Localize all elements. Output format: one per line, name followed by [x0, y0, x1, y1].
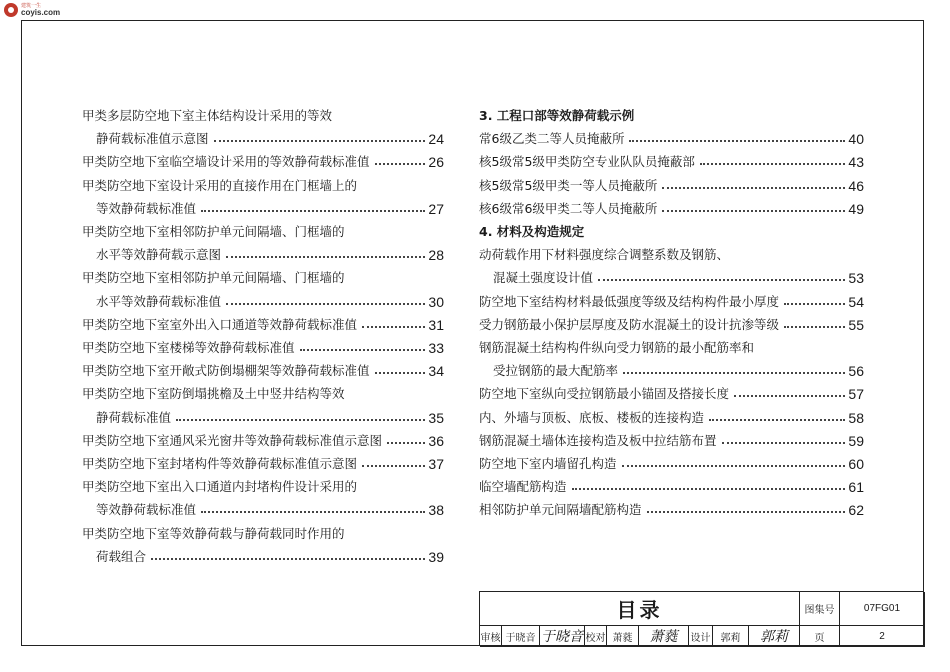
toc-entry-line[interactable]	[82, 104, 444, 124]
toc-entry-title: 静荷载标准值	[96, 409, 172, 425]
toc-leader-dots	[572, 488, 846, 490]
toc-entry-line[interactable]	[479, 150, 864, 170]
toc-leader-dots	[214, 140, 426, 142]
reviewer-signature-cell	[540, 626, 585, 647]
toc-leader-dots	[722, 442, 846, 444]
toc-entry-title: 甲类防空地下室通风采光窗井等效静荷载标准值示意图	[82, 432, 383, 448]
reviewer-signature: 于晓音	[541, 629, 583, 645]
toc-entry-line[interactable]	[96, 243, 444, 263]
designer-signature-cell	[749, 626, 800, 647]
toc-entry-line[interactable]	[82, 174, 444, 194]
toc-entry-line[interactable]	[82, 266, 444, 286]
toc-leader-dots	[300, 349, 426, 351]
toc-entry-title: 甲类防空地下室开敞式防倒塌棚架等效静荷载标准值	[82, 363, 370, 379]
toc-page-number: 28	[428, 247, 444, 264]
toc-entry-title: 核5级常5级甲类一等人员掩蔽所	[479, 177, 658, 193]
toc-page-number: 30	[428, 293, 444, 310]
checker-signature-cell	[639, 626, 689, 647]
toc-leader-dots	[734, 395, 845, 397]
title-block	[479, 591, 924, 646]
designer-cell	[713, 626, 749, 647]
toc-leader-dots	[201, 210, 425, 212]
logo-cn-text: 建筑一生	[21, 2, 42, 9]
toc-entry-title: 甲类多层防空地下室主体结构设计采用的等效	[82, 108, 333, 123]
toc-entry-title: 荷载组合	[96, 548, 147, 564]
toc-entry-line[interactable]	[96, 197, 444, 217]
designer-signature: 郭莉	[760, 629, 788, 645]
toc-entry-line[interactable]	[493, 266, 864, 286]
design-label: 设计	[690, 632, 711, 644]
toc-leader-dots	[623, 372, 845, 374]
toc-entry-title: 防空地下室内墙留孔构造	[479, 456, 617, 471]
review-label: 审核	[480, 632, 501, 644]
check-label-cell	[585, 626, 607, 647]
toc-entry-line[interactable]	[82, 429, 444, 449]
toc-entry-line[interactable]	[82, 336, 444, 356]
toc-entry-title: 甲类防空地下室出入口通道内封堵构件设计采用的	[82, 479, 358, 495]
toc-entry-line[interactable]	[96, 290, 444, 310]
toc-entry-title: 钢筋混凝土结构构件纵向受力钢筋的最小配筋率和	[479, 340, 755, 355]
toc-entry-line[interactable]	[493, 359, 864, 379]
toc-entry-line[interactable]	[479, 336, 864, 356]
toc-leader-dots	[201, 511, 425, 513]
toc-entry-line[interactable]	[479, 290, 864, 310]
atlas-no: 07FG01	[863, 603, 901, 614]
toc-page-number: 59	[848, 432, 864, 449]
toc-entry-title: 甲类防空地下室防倒塌挑檐及土中竖井结构等效	[82, 386, 345, 402]
toc-page-number: 35	[428, 409, 444, 426]
toc-leader-dots	[700, 163, 846, 165]
toc-leader-dots	[151, 558, 425, 560]
toc-entry-title: 内、外墙与顶板、底板、楼板的连接构造	[479, 409, 705, 425]
toc-page-number: 24	[428, 131, 444, 148]
toc-entry-line[interactable]	[479, 452, 864, 472]
toc-entry-line[interactable]	[479, 197, 864, 217]
toc-page-number: 60	[848, 456, 864, 472]
checker-name: 萧蕤	[612, 632, 633, 644]
atlas-label: 图集号	[804, 605, 835, 616]
toc-entry-line[interactable]	[82, 475, 444, 495]
toc-entry-title: 受拉钢筋的最大配筋率	[493, 363, 619, 379]
toc-page-number: 39	[428, 548, 444, 565]
reviewer-name: 于晓音	[505, 632, 536, 644]
toc-entry-line[interactable]	[479, 475, 864, 495]
page-label: 页	[814, 632, 825, 644]
toc-leader-dots	[598, 279, 845, 281]
check-label: 校对	[585, 632, 606, 644]
toc-page-number: 58	[848, 409, 864, 426]
toc-entry-title: 相邻防护单元间隔墙配筋构造	[479, 502, 642, 518]
checker-signature: 萧蕤	[649, 629, 678, 645]
toc-leader-dots	[226, 256, 425, 258]
toc-entry-line[interactable]	[96, 406, 444, 426]
toc-entry-title: 甲类防空地下室室外出入口通道等效静荷载标准值	[82, 316, 358, 332]
toc-page-number: 49	[848, 200, 864, 217]
toc-leader-dots	[362, 465, 425, 467]
toc-leader-dots	[647, 511, 846, 513]
toc-leader-dots	[362, 326, 425, 328]
toc-page-number: 43	[848, 154, 864, 171]
toc-entry-line[interactable]	[82, 313, 444, 333]
toc-entry-line[interactable]	[82, 382, 444, 402]
toc-page-number: 31	[428, 316, 444, 333]
toc-entry-title: 防空地下室纵向受拉钢筋最小锚固及搭接长度	[479, 386, 730, 402]
review-label-cell	[480, 626, 502, 647]
toc-entry-title: 水平等效静荷载标准值	[96, 293, 222, 309]
toc-entry-title: 钢筋混凝土墙体连接构造及板中拉结筋布置	[479, 432, 717, 448]
toc-page-number: 27	[428, 200, 444, 217]
toc-leader-dots	[375, 163, 426, 165]
toc-entry-line[interactable]	[82, 359, 444, 379]
toc-leader-dots	[784, 326, 845, 328]
design-label-cell	[689, 626, 713, 647]
designer-name: 郭莉	[720, 632, 741, 644]
toc-section-heading: 4. 材料及构造规定	[479, 224, 585, 239]
toc-entry-title: 甲类防空地下室临空墙设计采用的等效静荷载标准值	[82, 154, 370, 170]
toc-entry-line[interactable]	[96, 127, 444, 147]
page-no: 2	[879, 630, 885, 642]
toc-entry-title: 受力钢筋最小保护层厚度及防水混凝土的设计抗渗等级	[479, 316, 780, 332]
toc-page-number: 33	[428, 340, 444, 356]
logo-en-text: coyis.com	[21, 7, 61, 17]
toc-entry-line[interactable]	[479, 127, 864, 147]
toc-entry-title: 静荷载标准值示意图	[96, 131, 209, 147]
logo-icon	[4, 3, 18, 17]
title-cell	[480, 592, 800, 626]
toc-entry-line[interactable]	[479, 429, 864, 449]
toc-entry-title: 甲类防空地下室相邻防护单元间隔墙、门框墙的	[82, 270, 345, 286]
toc-leader-dots	[176, 419, 425, 421]
toc-entry-line[interactable]	[479, 406, 864, 426]
toc-page-number: 38	[428, 502, 444, 519]
toc-leader-dots	[784, 303, 845, 305]
page-title: 目录	[616, 598, 663, 622]
toc-entry-title: 防空地下室结构材料最低强度等级及结构构件最小厚度	[479, 293, 780, 309]
toc-entry-title: 常6级乙类二等人员掩蔽所	[479, 131, 625, 147]
toc-entry-title: 动荷载作用下材料强度综合调整系数及钢筋、	[479, 247, 730, 263]
toc-leader-dots	[662, 187, 845, 189]
toc-page-number: 46	[848, 177, 864, 194]
toc-entry-line[interactable]	[82, 522, 444, 542]
toc-leader-dots	[622, 465, 846, 467]
toc-page-number: 34	[428, 363, 444, 380]
toc-entry-line[interactable]	[82, 452, 444, 472]
toc-leader-dots	[387, 442, 425, 444]
toc-entry-title: 甲类防空地下室封堵构件等效静荷载标准值示意图	[82, 456, 358, 471]
toc-section-heading: 3. 工程口部等效静荷载示例	[479, 108, 635, 123]
toc-page-number: 40	[848, 131, 864, 148]
toc-leader-dots	[709, 419, 845, 421]
toc-page-number: 55	[848, 316, 864, 333]
toc-entry-line[interactable]	[479, 313, 864, 333]
toc-page-number: 26	[428, 154, 444, 171]
page-no-cell	[840, 626, 925, 647]
toc-entry-title: 甲类防空地下室相邻防护单元间隔墙、门框墙的	[82, 224, 345, 239]
atlas-no-cell	[840, 592, 925, 626]
toc-entry-title: 核6级常6级甲类二等人员掩蔽所	[479, 200, 658, 216]
checker-cell	[607, 626, 639, 647]
page-label-cell	[800, 626, 840, 647]
toc-page-number: 36	[428, 432, 444, 449]
site-logo[interactable]	[4, 3, 60, 17]
toc-entry-title: 甲类防空地下室楼梯等效静荷载标准值	[82, 340, 295, 355]
toc-page-number: 37	[428, 456, 444, 472]
toc-entry-title: 混凝土强度设计值	[493, 270, 594, 286]
toc-entry-line[interactable]	[82, 150, 444, 170]
toc-entry-line[interactable]	[96, 545, 444, 565]
toc-leader-dots	[375, 372, 426, 374]
toc-leader-dots	[629, 140, 845, 142]
toc-entry-title: 水平等效静荷载示意图	[96, 247, 222, 263]
toc-page-number: 61	[848, 479, 864, 496]
toc-entry-title: 核5级常5级甲类防空专业队队员掩蔽部	[479, 154, 695, 170]
toc-page-number: 56	[848, 363, 864, 380]
toc-page-number: 62	[848, 502, 864, 519]
toc-entry-title: 甲类防空地下室等效静荷载与静荷载同时作用的	[82, 525, 345, 541]
toc-entry-line[interactable]	[82, 220, 444, 240]
toc-entry-line[interactable]	[479, 174, 864, 194]
toc-entry-line[interactable]	[479, 243, 864, 263]
toc-entry-title: 等效静荷载标准值	[96, 502, 197, 518]
toc-entry-title: 甲类防空地下室设计采用的直接作用在门框墙上的	[82, 177, 358, 193]
atlas-label-cell	[800, 592, 840, 626]
toc-leader-dots	[226, 303, 425, 305]
reviewer-cell	[502, 626, 540, 647]
toc-entry-line[interactable]	[96, 498, 444, 518]
toc-page-number: 57	[848, 386, 864, 403]
toc-entry-line[interactable]	[479, 498, 864, 518]
toc-entry-title: 临空墙配筋构造	[479, 479, 567, 495]
toc-entry-line[interactable]	[479, 382, 864, 402]
toc-leader-dots	[662, 210, 845, 212]
toc-entry-title: 等效静荷载标准值	[96, 200, 197, 216]
toc-page-number: 54	[848, 293, 864, 310]
toc-page-number: 53	[848, 270, 864, 287]
